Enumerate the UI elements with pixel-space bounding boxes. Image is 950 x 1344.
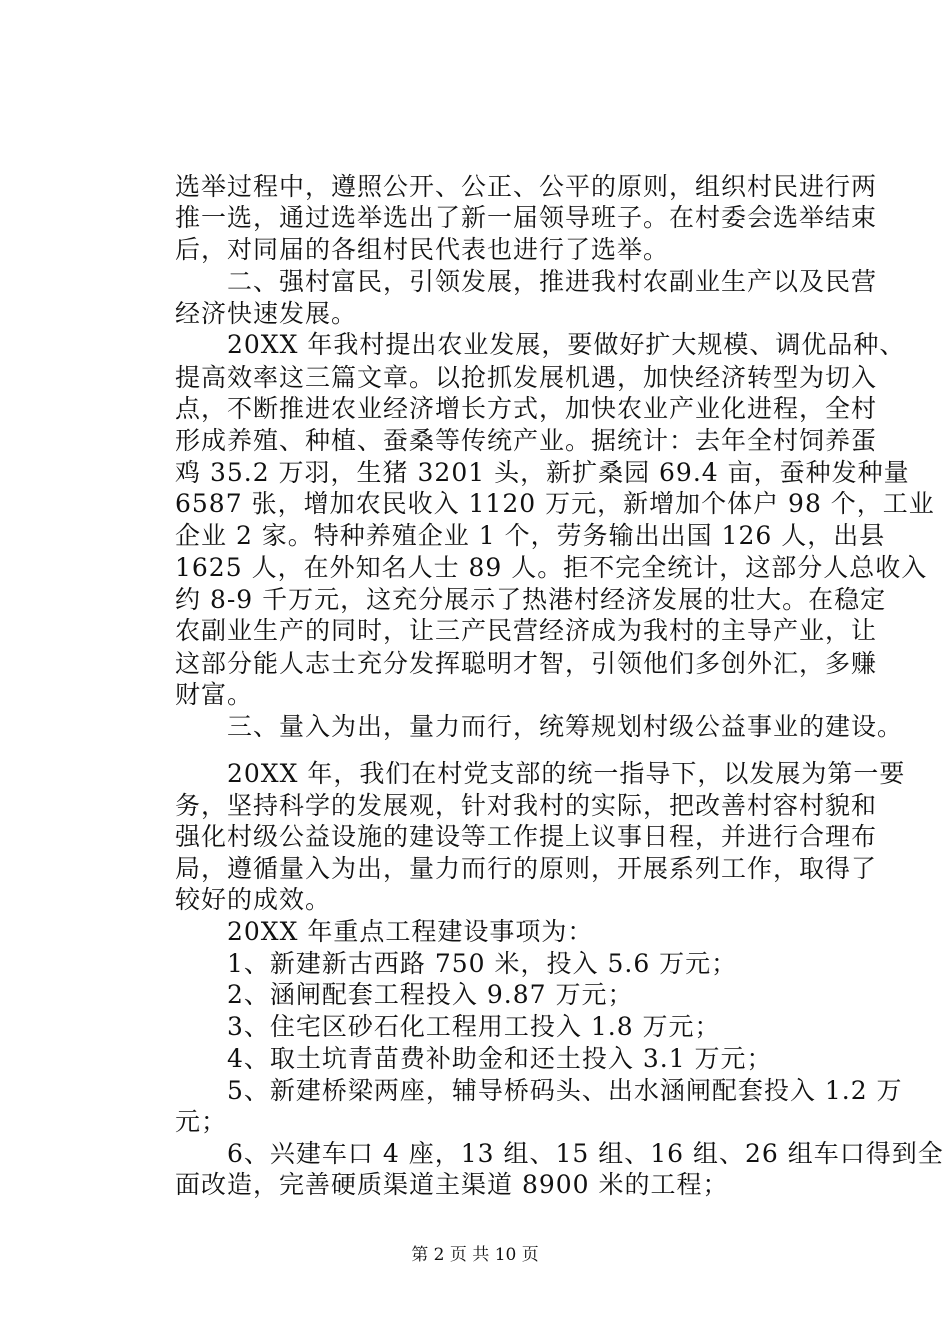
- text-line: 20XX 年我村提出农业发展，要做好扩大规模、调优品种、: [175, 330, 906, 359]
- list-item: 元；: [175, 1107, 228, 1136]
- page-number-footer: 第 2 页 共 10 页: [411, 1245, 539, 1265]
- list-item: 3、住宅区砂石化工程用工投入 1.8 万元；: [175, 1012, 721, 1041]
- text-line: 1625 人，在外知名人士 89 人。拒不完全统计，这部分人总收入: [175, 553, 928, 582]
- list-item: 6、兴建车口 4 座，13 组、15 组、16 组、26 组车口得到全: [175, 1139, 944, 1168]
- text-line: 约 8-9 千万元，这充分展示了热港村经济发展的壮大。在稳定: [175, 585, 887, 614]
- list-item: 5、新建桥梁两座，辅导桥码头、出水涵闸配套投入 1.2 万: [175, 1076, 903, 1105]
- list-intro: 20XX 年重点工程建设事项为：: [175, 917, 594, 946]
- text-line: 这部分能人志士充分发挥聪明才智，引领他们多创外汇，多赚: [175, 649, 878, 678]
- text-line: 推一选，通过选举选出了新一届领导班子。在村委会选举结束: [175, 203, 878, 232]
- list-item: 4、取土坑青苗费补助金和还土投入 3.1 万元；: [175, 1044, 773, 1073]
- text-line: 点，不断推进农业经济增长方式，加快农业产业化进程，全村: [175, 394, 878, 423]
- section-heading: 二、强村富民，引领发展，推进我村农副业生产以及民营: [175, 267, 878, 296]
- list-item: 1、新建新古西路 750 米，投入 5.6 万元；: [175, 949, 738, 978]
- text-line: 后，对同届的各组村民代表也进行了选举。: [175, 235, 670, 264]
- list-item: 2、涵闸配套工程投入 9.87 万元；: [175, 980, 634, 1009]
- text-line: 20XX 年，我们在村党支部的统一指导下，以发展为第一要: [175, 759, 906, 788]
- text-line: 鸡 35.2 万羽，生猪 3201 头，新扩桑园 69.4 亩，蚕种发种量: [175, 458, 910, 487]
- text-line: 财富。: [175, 680, 254, 709]
- text-line: 务，坚持科学的发展观，针对我村的实际，把改善村容村貌和: [175, 791, 878, 820]
- text-line: 较好的成效。: [175, 885, 332, 914]
- text-line: 形成养殖、种植、蚕桑等传统产业。据统计：去年全村饲养蛋: [175, 426, 878, 455]
- text-line: 提高效率这三篇文章。以抢抓发展机遇，加快经济转型为切入: [175, 363, 878, 392]
- text-line: 6587 张，增加农民收入 1120 万元，新增加个体户 98 个，工业: [175, 489, 935, 518]
- text-line: 局，遵循量入为出，量力而行的原则，开展系列工作，取得了: [175, 854, 878, 883]
- text-line: 选举过程中，遵照公开、公正、公平的原则，组织村民进行两: [175, 172, 878, 201]
- section-heading: 三、量入为出，量力而行，统筹规划村级公益事业的建设。: [175, 712, 904, 741]
- list-item: 面改造，完善硬质渠道主渠道 8900 米的工程；: [175, 1170, 729, 1199]
- text-line: 强化村级公益设施的建设等工作提上议事日程，并进行合理布: [175, 822, 878, 851]
- text-line: 企业 2 家。特种养殖企业 1 个，劳务输出出国 126 人，出县: [175, 521, 886, 550]
- section-heading: 经济快速发展。: [175, 299, 358, 328]
- text-line: 农副业生产的同时，让三产民营经济成为我村的主导产业，让: [175, 616, 878, 645]
